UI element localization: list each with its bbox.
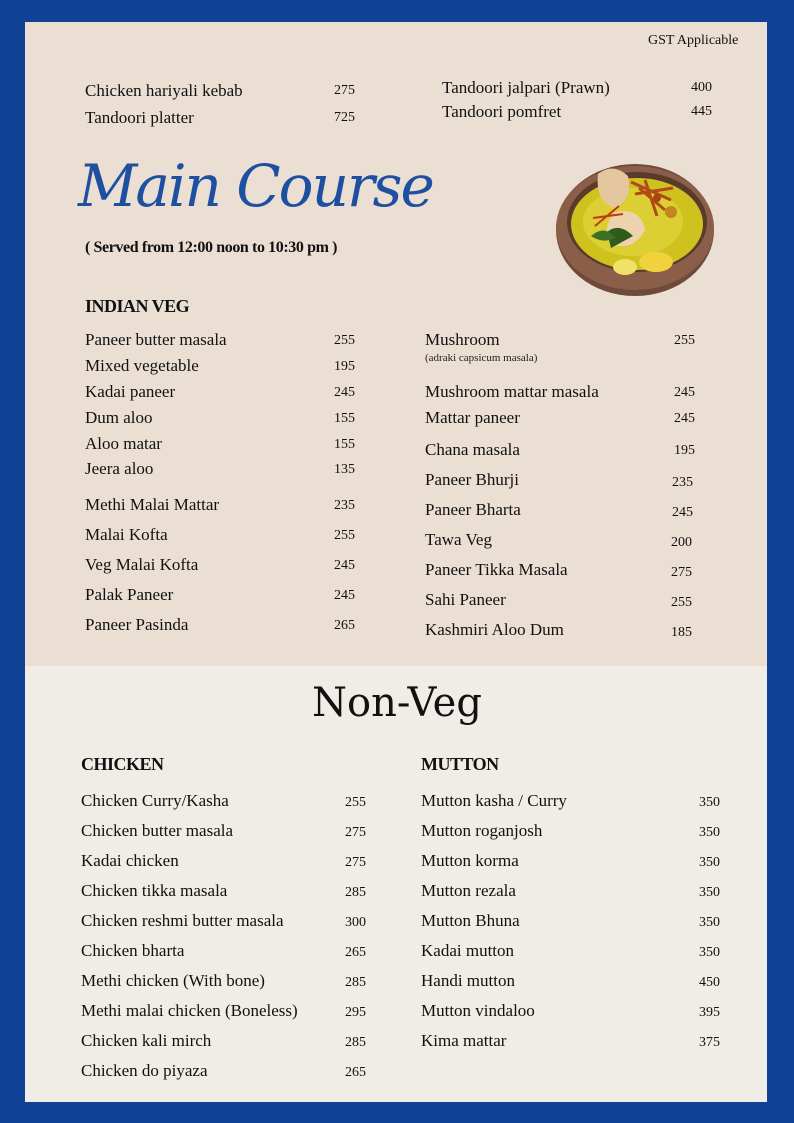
menu-item-price: 245	[674, 385, 695, 400]
menu-item-name: Mutton roganjosh	[421, 821, 543, 840]
menu-item-name: Chicken butter masala	[81, 821, 234, 840]
menu-item-name: Paneer butter masala	[85, 330, 227, 349]
menu-item-price: 265	[345, 945, 366, 960]
menu-item-price: 155	[334, 437, 355, 452]
starter-name: Tandoori jalpari (Prawn)	[442, 78, 610, 97]
menu-item-name: Kadai chicken	[81, 851, 179, 870]
menu-item-name: Mushroom mattar masala	[425, 382, 599, 401]
menu-item-name: Chicken tikka masala	[81, 881, 228, 900]
menu-item-price: 450	[699, 975, 720, 990]
menu-item-note: (adraki capsicum masala)	[425, 352, 538, 364]
menu-item-price: 235	[672, 475, 693, 490]
menu-item-name: Mixed vegetable	[85, 356, 199, 375]
starter-price: 445	[691, 104, 712, 119]
menu-item-name: Chana masala	[425, 440, 520, 459]
menu-item-name: Paneer Bhurji	[425, 470, 519, 489]
menu-item-price: 395	[699, 1005, 720, 1020]
menu-item-price: 245	[672, 505, 693, 520]
menu-item-name: Handi mutton	[421, 971, 515, 990]
mutton-heading: MUTTON	[421, 754, 499, 774]
starter-price: 400	[691, 80, 712, 95]
menu-item-price: 285	[345, 885, 366, 900]
menu-item-name: Paneer Pasinda	[85, 615, 189, 634]
curry-bowl-illustration	[553, 152, 718, 300]
menu-item-price: 255	[671, 595, 692, 610]
menu-item-price: 375	[699, 1035, 720, 1050]
starter-price: 275	[334, 83, 355, 98]
gst-note: GST Applicable	[648, 33, 739, 48]
menu-item-price: 135	[334, 462, 355, 477]
menu-item-price: 350	[699, 915, 720, 930]
menu-item-price: 245	[334, 558, 355, 573]
menu-item-name: Chicken reshmi butter masala	[81, 911, 284, 930]
menu-item-price: 245	[674, 411, 695, 426]
starter-name: Chicken hariyali kebab	[85, 81, 243, 100]
menu-item-price: 195	[334, 359, 355, 374]
menu-item-name: Veg Malai Kofta	[85, 555, 199, 574]
menu-item-price: 245	[334, 385, 355, 400]
menu-item-name: Chicken bharta	[81, 941, 185, 960]
menu-item-name: Aloo matar	[85, 434, 162, 453]
menu-item-name: Methi chicken (With bone)	[81, 971, 265, 990]
menu-item-price: 245	[334, 588, 355, 603]
menu-item-price: 155	[334, 411, 355, 426]
menu-item-price: 200	[671, 535, 692, 550]
menu-item-price: 300	[345, 915, 366, 930]
menu-item-price: 350	[699, 885, 720, 900]
menu-item-name: Mattar paneer	[425, 408, 520, 427]
menu-item-name: Kashmiri Aloo Dum	[425, 620, 564, 639]
menu-item-name: Mushroom	[425, 330, 500, 349]
menu-item-name: Mutton vindaloo	[421, 1001, 535, 1020]
menu-item-name: Mutton Bhuna	[421, 911, 520, 930]
menu-item-price: 255	[334, 528, 355, 543]
menu-item-name: Kima mattar	[421, 1031, 507, 1050]
menu-item-name: Kadai mutton	[421, 941, 515, 960]
menu-item-name: Mutton kasha / Curry	[421, 791, 567, 810]
starter-price: 725	[334, 110, 355, 125]
menu-item-price: 295	[345, 1005, 366, 1020]
menu-item-price: 350	[699, 795, 720, 810]
indian-veg-heading: INDIAN VEG	[85, 296, 190, 316]
non-veg-title: Non-Veg	[312, 680, 482, 726]
menu-item-name: Tawa Veg	[425, 530, 492, 549]
menu-item-price: 255	[674, 333, 695, 348]
menu-item-name: Jeera aloo	[85, 459, 154, 478]
menu-item-price: 185	[671, 625, 692, 640]
menu-item-name: Malai Kofta	[85, 525, 168, 544]
menu-item-name: Dum aloo	[85, 408, 153, 427]
menu-item-price: 285	[345, 1035, 366, 1050]
menu-item-price: 255	[334, 333, 355, 348]
menu-item-name: Mutton korma	[421, 851, 519, 870]
menu-item-price: 350	[699, 855, 720, 870]
menu-item-name: Chicken Curry/Kasha	[81, 791, 229, 810]
starter-name: Tandoori pomfret	[442, 102, 562, 121]
menu-item-price: 350	[699, 945, 720, 960]
menu-item-name: Paneer Tikka Masala	[425, 560, 568, 579]
menu-item-price: 275	[345, 855, 366, 870]
menu-item-name: Chicken kali mirch	[81, 1031, 212, 1050]
menu-item-name: Mutton rezala	[421, 881, 516, 900]
menu-item-price: 265	[334, 618, 355, 633]
menu-item-name: Kadai paneer	[85, 382, 176, 401]
menu-item-price: 285	[345, 975, 366, 990]
main-course-title: Main Course	[78, 152, 433, 220]
starter-name: Tandoori platter	[85, 108, 194, 127]
menu-item-price: 255	[345, 795, 366, 810]
menu-item-name: Chicken do piyaza	[81, 1061, 208, 1080]
menu-item-price: 275	[345, 825, 366, 840]
chicken-heading: CHICKEN	[81, 754, 164, 774]
menu-item-price: 265	[345, 1065, 366, 1080]
menu-item-name: Paneer Bharta	[425, 500, 521, 519]
menu-item-name: Palak Paneer	[85, 585, 174, 604]
serving-hours: ( Served from 12:00 noon to 10:30 pm )	[85, 239, 338, 256]
menu-item-name: Sahi Paneer	[425, 590, 506, 609]
menu-item-name: Methi malai chicken (Boneless)	[81, 1001, 298, 1020]
menu-item-price: 350	[699, 825, 720, 840]
menu-item-price: 195	[674, 443, 695, 458]
menu-item-price: 235	[334, 498, 355, 513]
menu-item-name: Methi Malai Mattar	[85, 495, 220, 514]
menu-item-price: 275	[671, 565, 692, 580]
